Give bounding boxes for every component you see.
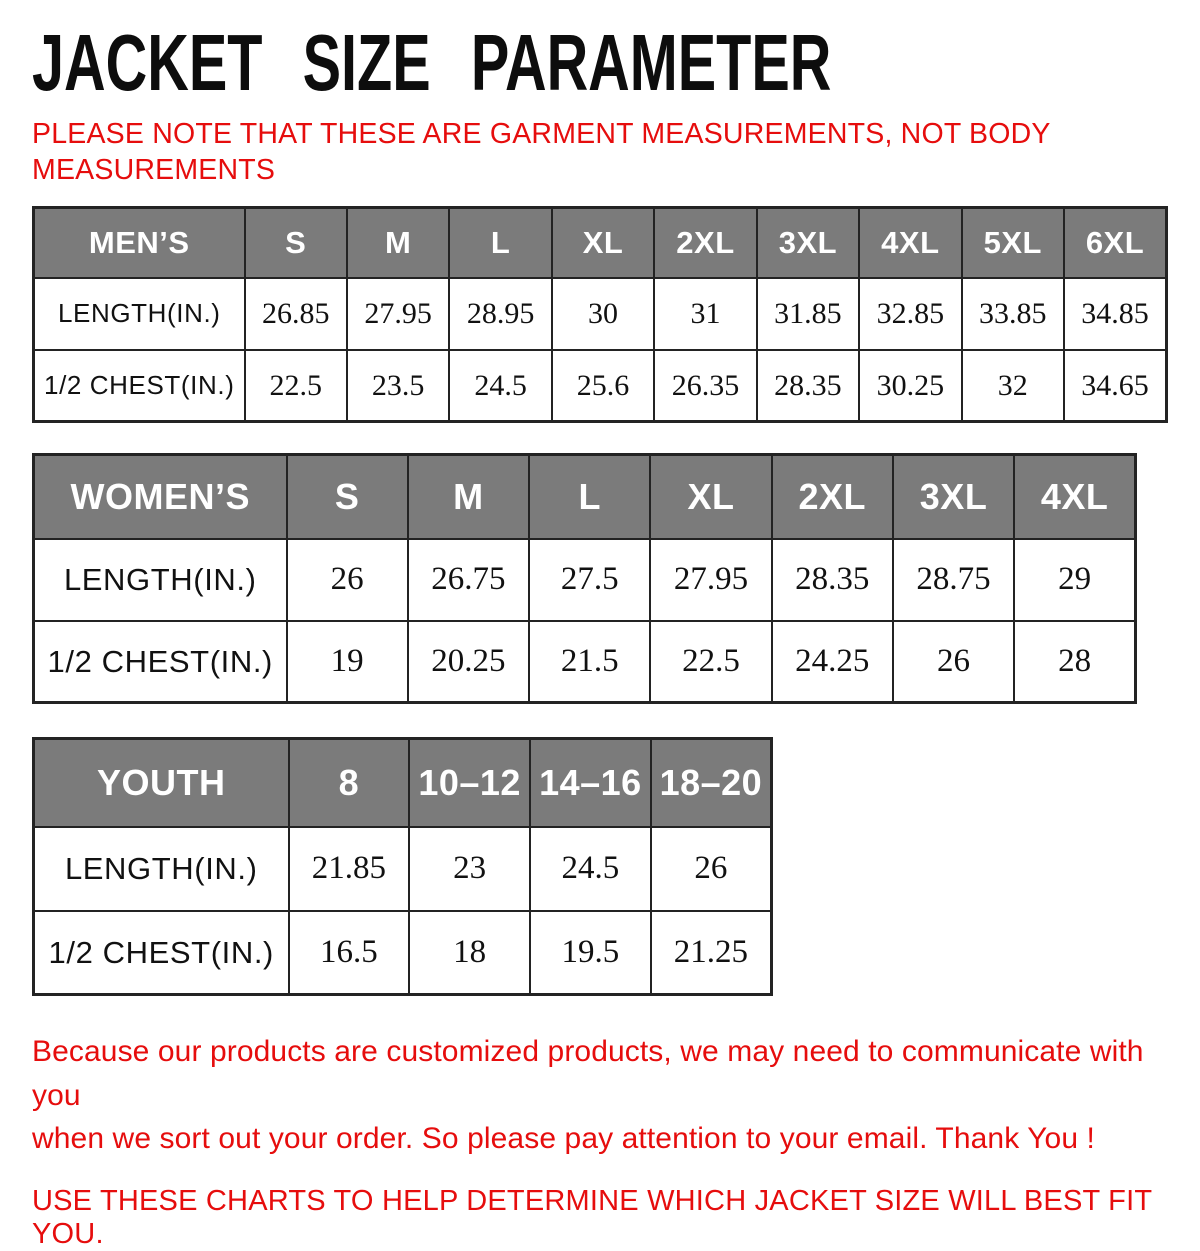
row-label-cell: LENGTH(IN.) (34, 278, 245, 350)
value-cell: 23 (409, 827, 530, 911)
measurement-row (34, 911, 772, 995)
table-title-mens: MEN’S (34, 208, 245, 278)
size-table-mens (32, 206, 1168, 423)
size-header-cell: M (347, 208, 449, 278)
value-cell: 23.5 (347, 350, 449, 422)
size-header-cell: XL (552, 208, 654, 278)
page-title-text: JACKET SIZE PARAMETER (32, 18, 832, 107)
table-title-womens: WOMEN’S (34, 455, 287, 539)
measurement-row (34, 278, 1167, 350)
size-header-cell: S (245, 208, 347, 278)
customization-notice (32, 1030, 1168, 1161)
row-label-cell: 1/2 CHEST(IN.) (34, 621, 287, 703)
customization-notice-line-2: when we sort out your order. So please pay attention to your email. Thank You ! (32, 1122, 1095, 1156)
row-label-cell: 1/2 CHEST(IN.) (34, 350, 245, 422)
value-cell: 28.35 (772, 539, 893, 621)
value-cell: 19.5 (530, 911, 651, 995)
size-table-womens (32, 453, 1137, 704)
size-header-cell: L (449, 208, 551, 278)
value-cell: 25.6 (552, 350, 654, 422)
value-cell: 24.5 (530, 827, 651, 911)
size-header-cell: 4XL (1014, 455, 1135, 539)
size-header-cell: 18–20 (651, 739, 772, 827)
value-cell: 28.95 (449, 278, 551, 350)
value-cell: 21.5 (529, 621, 650, 703)
size-header-row (34, 208, 1167, 278)
value-cell: 28.35 (757, 350, 859, 422)
size-header-cell: 2XL (772, 455, 893, 539)
value-cell: 30 (552, 278, 654, 350)
fit-advice-text: USE THESE CHARTS TO HELP DETERMINE WHICH JACKET SIZE WILL BEST FIT YOU. (32, 1184, 1152, 1250)
measurement-row (34, 539, 1136, 621)
value-cell: 27.95 (347, 278, 449, 350)
value-cell: 22.5 (650, 621, 771, 703)
value-cell: 26.35 (654, 350, 756, 422)
garment-measurement-note (32, 116, 1168, 188)
note-line-1: PLEASE NOTE THAT THESE ARE GARMENT MEASUREMENTS, NOT BODY (32, 118, 1051, 150)
note-line-2: MEASUREMENTS (32, 154, 276, 187)
size-header-cell: 6XL (1064, 208, 1167, 278)
value-cell: 24.5 (449, 350, 551, 422)
page-title (32, 18, 1168, 107)
row-label-cell: LENGTH(IN.) (34, 827, 289, 911)
measurement-row (34, 350, 1167, 422)
size-tables-container (32, 206, 1168, 996)
size-header-row (34, 455, 1136, 539)
value-cell: 31 (654, 278, 756, 350)
size-header-cell: S (287, 455, 408, 539)
value-cell: 19 (287, 621, 408, 703)
value-cell: 32.85 (859, 278, 961, 350)
size-header-cell: 8 (289, 739, 410, 827)
size-header-cell: 5XL (962, 208, 1064, 278)
measurement-row (34, 827, 772, 911)
size-table-youth (32, 737, 773, 996)
value-cell: 34.85 (1064, 278, 1167, 350)
size-header-cell: XL (650, 455, 771, 539)
value-cell: 26 (287, 539, 408, 621)
value-cell: 18 (409, 911, 530, 995)
value-cell: 34.65 (1064, 350, 1167, 422)
row-label-cell: 1/2 CHEST(IN.) (34, 911, 289, 995)
size-header-cell: 3XL (893, 455, 1014, 539)
size-header-row (34, 739, 772, 827)
size-header-cell: L (529, 455, 650, 539)
value-cell: 32 (962, 350, 1064, 422)
value-cell: 27.95 (650, 539, 771, 621)
value-cell: 20.25 (408, 621, 529, 703)
value-cell: 26.85 (245, 278, 347, 350)
value-cell: 28 (1014, 621, 1135, 703)
value-cell: 29 (1014, 539, 1135, 621)
size-header-cell: 3XL (757, 208, 859, 278)
value-cell: 16.5 (289, 911, 410, 995)
value-cell: 24.25 (772, 621, 893, 703)
value-cell: 27.5 (529, 539, 650, 621)
value-cell: 33.85 (962, 278, 1064, 350)
value-cell: 26 (651, 827, 772, 911)
size-header-cell: 14–16 (530, 739, 651, 827)
row-label-cell: LENGTH(IN.) (34, 539, 287, 621)
customization-notice-line-1: Because our products are customized products, we may need to communicate with you (32, 1035, 1144, 1112)
measurement-row (34, 621, 1136, 703)
size-header-cell: 2XL (654, 208, 756, 278)
value-cell: 26.75 (408, 539, 529, 621)
value-cell: 26 (893, 621, 1014, 703)
value-cell: 31.85 (757, 278, 859, 350)
value-cell: 28.75 (893, 539, 1014, 621)
value-cell: 21.25 (651, 911, 772, 995)
size-header-cell: 4XL (859, 208, 961, 278)
size-header-cell: 10–12 (409, 739, 530, 827)
value-cell: 21.85 (289, 827, 410, 911)
table-title-youth: YOUTH (34, 739, 289, 827)
value-cell: 22.5 (245, 350, 347, 422)
value-cell: 30.25 (859, 350, 961, 422)
size-header-cell: M (408, 455, 529, 539)
